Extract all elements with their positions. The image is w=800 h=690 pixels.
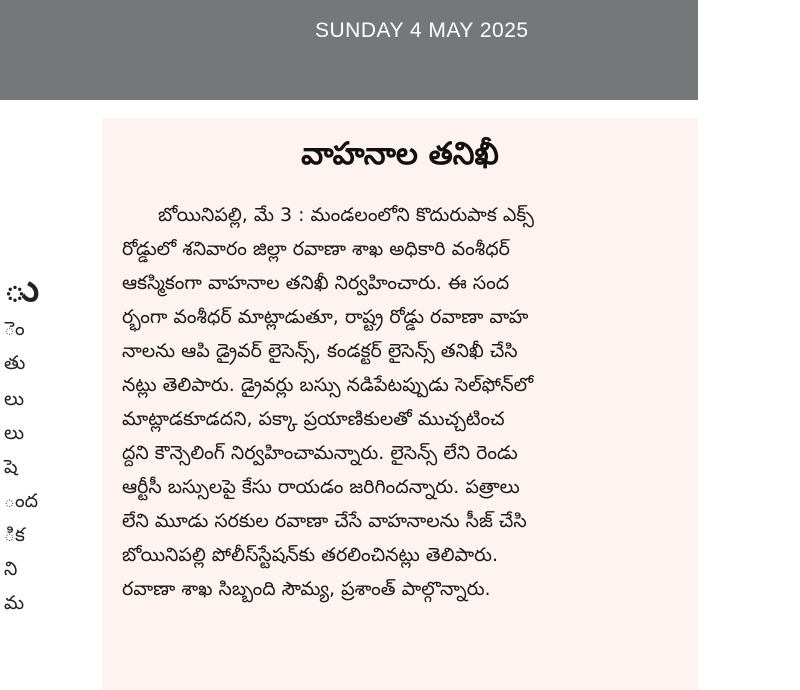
article-line: రోడ్డులో శనివారం జిల్లా రవాణా శాఖ అధికారి వంశీధర్ [122,238,510,260]
adjacent-article-fragment: షె [4,456,18,478]
news-article-box [102,118,698,690]
article-line: ఆర్టీసీ బస్సులపై కేసు రాయడం జరిగిందన్నారు. పత్రాలు [122,476,520,498]
article-line: నట్లు తెలిపారు. డ్రైవర్లు బస్సు నడిపేటప్పుడు సెల్‌ఫోన్‌లో [122,374,534,396]
article-line: మాట్లాడకూడదని, పక్కా ప్రయాణికులతో ముచ్చటించ [122,408,505,430]
article-line: ర్భంగా వంశీధర్ మాట్లాడుతూ, రాష్ట్ర రోడ్డు రవాణా వాహ [122,306,529,328]
article-line: రవాణా శాఖ సిబ్బంది సౌమ్య, ప్రశాంత్ పాల్గొన్నారు. [122,578,491,600]
adjacent-article-fragment: మ [4,592,25,614]
adjacent-article-column [0,100,100,690]
article-line: నాలను ఆపి డ్రైవర్ లైసెన్స్, కండక్టర్ లైసెన్స్ తనిఖీ చేసి [122,340,518,362]
article-body [122,198,687,606]
article-line: బోయినిపల్లి పోలీస్‌స్టేషన్‌కు తరలించినట్లు తెలిపారు. [122,544,498,566]
adjacent-article-fragment: ని [4,558,18,580]
article-line: బోయినిపల్లి, మే 3 : మండలంలోని కొదురుపాక ఎక్స్ [158,204,534,226]
article-line: ఆకస్మికంగా వాహనాల తనిఖీ నిర్వహించారు. ఈ సంద [122,272,510,294]
article-line: ద్దని కౌన్సెలింగ్ నిర్వహించామన్నారు. లైసెన్స్ లేని రెండు [122,442,518,464]
article-headline: వాహనాల తనిఖీ [301,136,499,172]
adjacent-article-fragment: లు [4,422,25,444]
adjacent-article-fragment: లు [4,388,25,410]
adjacent-article-fragment: తు [4,352,26,374]
article-line: లేని మూడు సరకుల రవాణా చేసే వాహనాలను సీజ్ చేసి [122,510,527,532]
masthead-banner [0,0,698,100]
issue-date: SUNDAY 4 MAY 2025 [315,19,529,42]
adjacent-article-fragment-glyph: ు [4,265,40,310]
adjacent-article-fragment: ంద [4,490,39,512]
adjacent-article-fragment: ిక [4,524,25,546]
adjacent-article-fragment: ెం [4,318,25,340]
